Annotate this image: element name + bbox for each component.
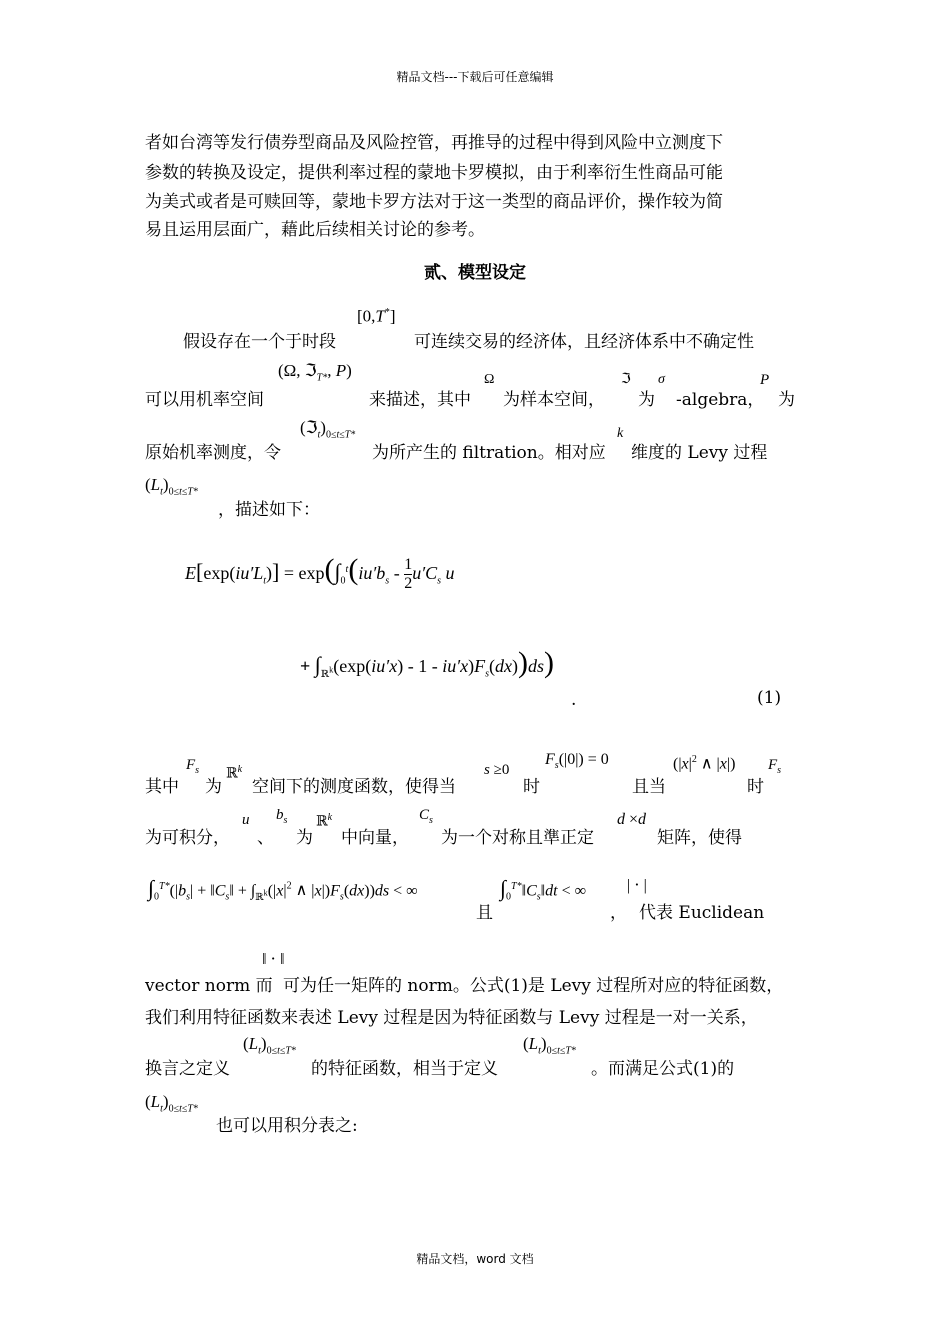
p2-text-b6: 为: [778, 390, 795, 410]
p3-text-a6: 时: [747, 777, 764, 797]
equation-line-2: + $\int_{ℝ^k}(\exp(iu'x) - 1 - iu'x)F_s(dx))ds$): [300, 646, 555, 680]
page-footer: 精品文档，word 文档: [416, 1252, 534, 1266]
p2-text-b5: -algebra，: [676, 390, 765, 410]
p3-text-c2: ，: [610, 903, 627, 923]
bs-symbol: $b_s$: [276, 807, 288, 826]
k-symbol: k: [617, 426, 624, 441]
p3-text-f2: 的特征函数，相当于定义: [311, 1059, 498, 1079]
page-header: 精品文档---下载后可任意编辑: [396, 70, 554, 84]
min-norm-formula: ($|x|^2$ ∧ |x|): [673, 754, 736, 773]
rk-symbol-2: ℝ$^k$: [316, 812, 333, 830]
p3-text-b6: 矩阵，使得: [657, 828, 742, 848]
levy-process-formula-4: $(L_t)_{0\le t\le T*}$: [145, 1092, 198, 1115]
prob-space-formula: (Ω, ℑ$_{T*}$, P): [278, 361, 352, 384]
sigma-field-symbol: ℑ: [621, 372, 631, 387]
levy-process-formula: $(L_t)_{0\le t\le T*}$: [145, 475, 198, 498]
p3-text-b2: 、: [257, 828, 274, 848]
p3-text-b5: 为一个对称且準正定: [441, 828, 594, 848]
p2-text-c3: 维度的 Levy 过程: [631, 443, 768, 463]
u-symbol: u: [242, 812, 250, 828]
p3-text-d1: vector norm 而: [145, 976, 273, 996]
p2-text-b3: 为样本空间，: [503, 390, 605, 410]
p3-text-c1: 且: [476, 903, 493, 923]
abs-value-symbol: | ⋅ |: [627, 877, 647, 894]
p2-text-d1: ，描述如下：: [218, 500, 320, 520]
p2-text-b1: 可以用机率空间: [145, 390, 264, 410]
integrability-formula: $\int_0^{T*}(|b_s|$ + $‖C_s‖ + \int_{ℝ^k}(|x|^2$ ∧ $|x|)F_s(dx))ds$ < ∞: [148, 875, 418, 903]
p3-text-f3: 。而满足公式(1)的: [591, 1059, 735, 1079]
fs-zero-formula: $F_s(|0|) = 0$: [545, 751, 609, 772]
equation-line-1: $E[\exp(iu'L_t)] = \exp(\int_0^t(iu'b_s - 1$ $2u'C_s$ u: [185, 553, 455, 593]
equation-period: .: [571, 690, 577, 710]
p3-text-a3: 空间下的测度函数，使得当: [252, 777, 456, 797]
equation-number: (1): [757, 688, 782, 708]
p3-text-a4: 时: [523, 777, 540, 797]
s-geq-zero-formula: s ≥0: [484, 762, 510, 778]
interval-formula: [0,T*]: [357, 306, 396, 326]
rk-symbol: ℝ$^k$: [226, 764, 243, 782]
d-times-d-formula: d ×d: [617, 811, 647, 828]
p3-text-b3: 为: [296, 828, 313, 848]
sigma-symbol: σ: [658, 372, 665, 387]
p2-text-b2: 来描述，其中: [369, 390, 471, 410]
p3-text-b1: 为可积分，: [145, 828, 230, 848]
p1-line-4: 易且运用层面广，藉此后续相关讨论的参考。: [145, 220, 485, 240]
p3-text-g1: 也可以用积分表之:: [216, 1116, 358, 1136]
p3-text-e1: 我们利用特征函数来表述 Levy 过程是因为特征函数与 Levy 过程是一对一关系，: [145, 1008, 758, 1028]
p1-line-3: 为美式或者是可赎回等，蒙地卡罗方法对于这一类型的商品评价，操作较为简: [145, 192, 723, 212]
levy-process-formula-3: $(L_t)_{0\le t\le T*}$: [523, 1034, 576, 1057]
p2-text-a2: 可连续交易的经济体，且经济体系中不确定性: [414, 332, 754, 352]
p3-text-a2: 为: [205, 777, 222, 797]
section-heading: 贰、模型设定: [424, 263, 526, 283]
p-symbol: P: [760, 372, 770, 388]
p3-text-f1: 换言之定义: [145, 1059, 230, 1079]
p1-line-1: 者如台湾等发行债券型商品及风险控管，再推导的过程中得到风险中立测度下: [145, 133, 723, 153]
p3-text-d2: 可为任一矩阵的 norm。公式(1)是 Levy 过程所对应的特征函数，: [283, 976, 784, 996]
norm-symbol: ‖ ⋅ ‖: [262, 951, 285, 968]
p2-text-a1: 假设存在一个于时段: [183, 332, 336, 352]
omega-symbol: Ω: [484, 372, 495, 387]
fs-symbol: $F_s$: [186, 757, 200, 776]
p3-text-c3: 代表 Euclidean: [639, 903, 765, 923]
p3-text-a5: 且当: [632, 777, 666, 797]
p3-text-b4: 中向量，: [341, 828, 409, 848]
p1-line-2: 参数的转换及设定，提供利率过程的蒙地卡罗模拟，由于利率衍生性商品可能: [145, 163, 723, 183]
p2-text-c2: 为所产生的 filtration。相对应: [372, 443, 606, 463]
p3-text-a1: 其中: [145, 777, 179, 797]
p2-text-b4: 为: [638, 390, 655, 410]
fs-symbol-2: $F_s$: [768, 757, 782, 776]
filtration-formula: $(ℑ_t)_{0\le t\le T*}$: [300, 418, 356, 441]
p2-text-c1: 原始机率测度，令: [145, 443, 281, 463]
cs-symbol: $C_s$: [419, 807, 433, 826]
cs-integrability-formula: $\int_0^{T*}‖C_s‖dt$ < ∞: [500, 875, 587, 903]
levy-process-formula-2: $(L_t)_{0\le t\le T*}$: [243, 1034, 296, 1057]
